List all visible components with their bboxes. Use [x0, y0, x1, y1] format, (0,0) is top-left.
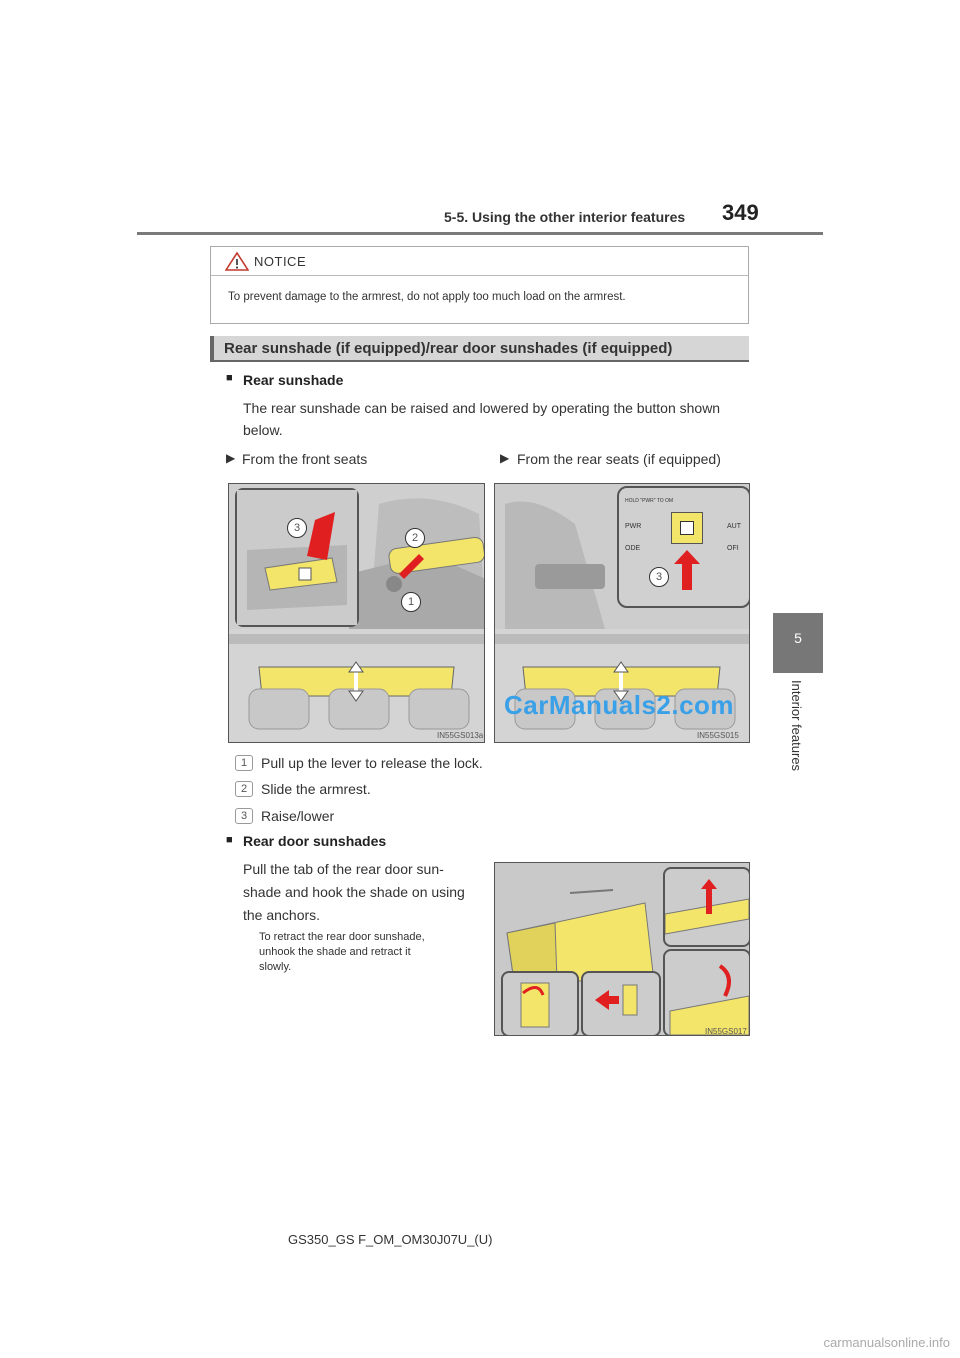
front-image-code: IN55GS013a: [437, 731, 484, 740]
step-number-3: 3: [235, 808, 253, 824]
square-bullet-icon: ■: [226, 372, 233, 384]
callout-3-rear: 3: [649, 567, 669, 587]
callout-2: 2: [405, 528, 425, 548]
square-bullet-icon: ■: [226, 834, 233, 846]
rear-door-line-1: Pull the tab of the rear door sun-: [243, 861, 444, 877]
step-text-1: Pull up the lever to release the lock.: [261, 755, 483, 771]
inset-anchor-right: [581, 971, 661, 1036]
rear-door-note-2: unhook the shade and retract it: [259, 946, 411, 958]
section-heading: Rear sunshade (if equipped)/rear door sunshades (if equipped): [224, 340, 673, 357]
intro-line-2: below.: [243, 422, 283, 438]
watermark-bottom: carmanualsonline.info: [823, 1335, 950, 1350]
inset-tab-detail: [663, 867, 750, 947]
warning-icon: [225, 251, 249, 271]
header-rule: [137, 232, 823, 235]
section-header: 5-5. Using the other interior features: [444, 209, 686, 225]
inset-anchor-left: [501, 971, 579, 1036]
callout-1: 1: [401, 592, 421, 612]
sunshade-button-icon: [680, 521, 694, 535]
notice-title: NOTICE: [254, 254, 307, 269]
inset-rear-panel: [617, 486, 750, 608]
chapter-label: Interior features: [789, 680, 804, 772]
panel-label-hold: HOLD "PWR" TO OM: [625, 498, 674, 504]
rear-seats-label: From the rear seats (if equipped): [517, 451, 721, 467]
rear-door-heading: Rear door sunshades: [243, 833, 387, 849]
arrow-up-red: [674, 550, 700, 590]
inset-drawing: [237, 490, 357, 625]
notice-text: To prevent damage to the armrest, do not apply too much load on the armrest.: [228, 291, 626, 303]
rear-door-note-1: To retract the rear door sunshade,: [259, 931, 425, 943]
notice-box: [210, 246, 749, 324]
inset-switch-detail: [235, 488, 359, 627]
step-number-1: 1: [235, 755, 253, 771]
rear-sunshade-heading: Rear sunshade: [243, 372, 344, 388]
callout-3: 3: [287, 518, 307, 538]
step-text-2: Slide the armrest.: [261, 781, 371, 797]
inset-anchor-left-drawing: [503, 973, 577, 1035]
panel-label-auto: AUT: [727, 523, 741, 530]
inset-anchor-right-drawing: [583, 973, 659, 1035]
front-seats-illustration: [228, 483, 485, 743]
rear-door-note-3: slowly.: [259, 961, 292, 973]
triangle-bullet-icon: ▶: [500, 451, 510, 465]
notice-header: [211, 247, 748, 276]
rear-door-image-code: IN55GS017: [705, 1027, 747, 1036]
intro-line-1: The rear sunshade can be raised and lowered by operating the button shown: [243, 400, 721, 416]
inset-tab-drawing: [665, 869, 749, 945]
watermark-carmanuals: CarManuals2.com: [504, 690, 735, 720]
rear-door-line-3: the anchors.: [243, 907, 321, 923]
page-number: 349: [722, 200, 759, 225]
panel-label-off: OFI: [727, 545, 739, 552]
rear-image-code: IN55GS015: [697, 731, 739, 740]
arrow-red-small: [394, 544, 434, 584]
panel-label-pwr: PWR: [625, 523, 642, 530]
document-code: GS350_GS F_OM_OM30J07U_(U): [288, 1232, 493, 1247]
rear-door-line-2: shade and hook the shade on using: [243, 884, 465, 900]
step-text-3: Raise/lower: [261, 808, 335, 824]
chapter-number: 5: [794, 630, 802, 646]
triangle-bullet-icon: ▶: [226, 451, 236, 465]
section-heading-bar: [210, 336, 749, 362]
panel-label-mode: ODE: [625, 545, 641, 552]
rear-door-illustration: [494, 862, 750, 1036]
sunshade-button[interactable]: [671, 512, 703, 544]
step-number-2: 2: [235, 781, 253, 797]
inset-hook-detail: [663, 949, 750, 1036]
front-seats-label: From the front seats: [242, 451, 368, 467]
inset-hook-drawing: [665, 951, 749, 1035]
